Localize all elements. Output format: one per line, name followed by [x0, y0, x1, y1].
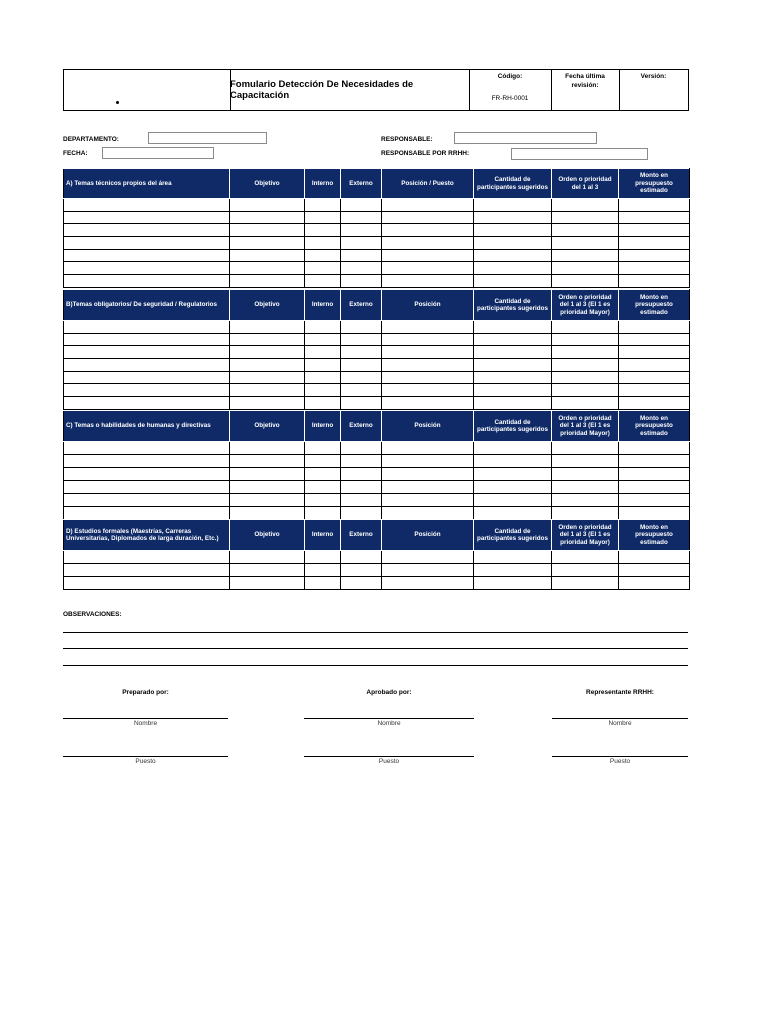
aprobado-nombre-label: Nombre: [377, 720, 401, 727]
table-cell[interactable]: [305, 199, 341, 212]
table-cell[interactable]: [305, 564, 341, 577]
table-cell[interactable]: [305, 224, 341, 237]
aprobado-puesto-label: Puesto: [378, 758, 400, 765]
table-cell[interactable]: [305, 321, 341, 334]
table-cell[interactable]: [305, 237, 341, 250]
table-cell[interactable]: [305, 333, 341, 346]
representante-puesto-line[interactable]: [552, 756, 688, 757]
table-cell[interactable]: [64, 551, 230, 564]
table-cell[interactable]: [474, 275, 552, 288]
section-title: C) Temas o habilidades de humanas y directivas: [64, 411, 230, 442]
codigo-label: Código:: [497, 73, 523, 80]
table-cell[interactable]: [474, 224, 552, 237]
table-cell[interactable]: [552, 577, 619, 590]
table-cell[interactable]: [382, 551, 474, 564]
table-cell[interactable]: [305, 371, 341, 384]
column-header: Monto en presupuesto estimado: [619, 290, 690, 321]
column-header: Monto en presupuesto estimado: [619, 520, 690, 551]
table-cell[interactable]: [64, 384, 230, 397]
table-cell[interactable]: [382, 237, 474, 250]
version-label: Versión:: [640, 73, 667, 80]
table-row: [64, 564, 690, 577]
column-header: Posición: [382, 411, 474, 442]
table-cell[interactable]: [474, 494, 552, 507]
aprobado-nombre-line[interactable]: [304, 718, 474, 719]
table-cell[interactable]: [619, 275, 690, 288]
table-row: [64, 346, 690, 359]
column-header: Posición / Puesto: [382, 169, 474, 199]
table-row: [64, 468, 690, 481]
table-cell[interactable]: [230, 397, 305, 410]
column-header: Orden o prioridad del 1 al 3 (El 1 es prioridad Mayor): [552, 411, 619, 442]
table-cell[interactable]: [474, 199, 552, 212]
table-cell[interactable]: [341, 333, 382, 346]
table-cell[interactable]: [64, 249, 230, 262]
table-cell[interactable]: [552, 275, 619, 288]
table-cell[interactable]: [552, 199, 619, 212]
table-cell[interactable]: [230, 507, 305, 520]
table-cell[interactable]: [619, 455, 690, 468]
table-cell[interactable]: [230, 262, 305, 275]
table-cell[interactable]: [230, 249, 305, 262]
observaciones-line-1[interactable]: [63, 632, 688, 633]
table-cell[interactable]: [341, 551, 382, 564]
preparado-puesto-line[interactable]: [63, 756, 228, 757]
table-row: [64, 481, 690, 494]
column-header: Interno: [305, 290, 341, 321]
table-cell[interactable]: [64, 455, 230, 468]
table-row: [64, 384, 690, 397]
preparado-por-label: Preparado por:: [122, 689, 169, 696]
form-header: [63, 69, 689, 111]
table-cell[interactable]: [474, 262, 552, 275]
table-cell[interactable]: [230, 359, 305, 372]
column-header: Cantidad de participantes sugeridos: [474, 411, 552, 442]
table-cell[interactable]: [64, 262, 230, 275]
table-cell[interactable]: [619, 507, 690, 520]
table-cell[interactable]: [552, 333, 619, 346]
table-cell[interactable]: [382, 346, 474, 359]
table-cell[interactable]: [230, 564, 305, 577]
departamento-field[interactable]: [148, 132, 267, 144]
preparado-nombre-label: Nombre: [133, 720, 158, 727]
table-row: [64, 199, 690, 212]
table-row: [64, 321, 690, 334]
table-cell[interactable]: [474, 249, 552, 262]
table-cell[interactable]: [64, 211, 230, 224]
section-header-row: [64, 290, 690, 321]
table-cell[interactable]: [619, 442, 690, 455]
table-cell[interactable]: [64, 577, 230, 590]
section-header-row: [64, 169, 690, 199]
table-cell[interactable]: [382, 224, 474, 237]
table-cell[interactable]: [552, 346, 619, 359]
table-row: [64, 333, 690, 346]
table-cell[interactable]: [619, 468, 690, 481]
table-cell[interactable]: [382, 564, 474, 577]
section-table: [63, 410, 690, 520]
section-table: [63, 168, 690, 288]
table-cell[interactable]: [341, 371, 382, 384]
table-cell[interactable]: [474, 346, 552, 359]
table-cell[interactable]: [474, 564, 552, 577]
column-header: Posición: [382, 520, 474, 551]
column-header: Externo: [341, 169, 382, 199]
representante-puesto-label: Puesto: [609, 758, 631, 765]
table-cell[interactable]: [230, 481, 305, 494]
representante-rrhh-label: Representante RRHH:: [586, 689, 654, 696]
table-cell[interactable]: [230, 468, 305, 481]
column-header: Orden o prioridad del 1 al 3 (El 1 es prioridad Mayor): [552, 520, 619, 551]
table-cell[interactable]: [341, 211, 382, 224]
departamento-label: DEPARTAMENTO:: [63, 136, 119, 143]
observaciones-line-2[interactable]: [63, 648, 688, 649]
table-cell[interactable]: [305, 455, 341, 468]
observaciones-line-3[interactable]: [63, 665, 688, 666]
table-cell[interactable]: [341, 359, 382, 372]
table-cell[interactable]: [552, 397, 619, 410]
table-cell[interactable]: [305, 551, 341, 564]
column-header: Objetivo: [230, 169, 305, 199]
table-cell[interactable]: [474, 481, 552, 494]
table-cell[interactable]: [64, 494, 230, 507]
table-cell[interactable]: [382, 275, 474, 288]
table-cell[interactable]: [382, 249, 474, 262]
table-cell[interactable]: [474, 551, 552, 564]
table-cell[interactable]: [64, 442, 230, 455]
table-row: [64, 397, 690, 410]
table-cell[interactable]: [305, 262, 341, 275]
table-cell[interactable]: [619, 397, 690, 410]
table-cell[interactable]: [341, 564, 382, 577]
table-cell[interactable]: [382, 507, 474, 520]
table-cell[interactable]: [341, 577, 382, 590]
column-header: Externo: [341, 411, 382, 442]
table-cell[interactable]: [619, 262, 690, 275]
column-header: Cantidad de participantes sugeridos: [474, 169, 552, 199]
table-cell[interactable]: [305, 397, 341, 410]
table-cell[interactable]: [305, 577, 341, 590]
table-cell[interactable]: [552, 455, 619, 468]
table-cell[interactable]: [474, 397, 552, 410]
table-cell[interactable]: [341, 275, 382, 288]
table-cell[interactable]: [305, 211, 341, 224]
table-cell[interactable]: [64, 333, 230, 346]
aprobado-por-label: Aprobado por:: [366, 689, 412, 696]
table-cell[interactable]: [382, 468, 474, 481]
table-cell[interactable]: [619, 384, 690, 397]
table-row: [64, 442, 690, 455]
table-cell[interactable]: [619, 551, 690, 564]
column-header: Monto en presupuesto estimado: [619, 169, 690, 199]
table-cell[interactable]: [382, 211, 474, 224]
form-title: Fomulario Detección De Necesidades de Capacitación: [230, 79, 414, 101]
column-header: Cantidad de participantes sugeridos: [474, 290, 552, 321]
table-cell[interactable]: [552, 262, 619, 275]
table-cell[interactable]: [305, 275, 341, 288]
column-header: Orden o prioridad del 1 al 3 (El 1 es prioridad Mayor): [552, 290, 619, 321]
representante-nombre-line[interactable]: [552, 718, 688, 719]
table-cell[interactable]: [552, 564, 619, 577]
table-cell[interactable]: [552, 224, 619, 237]
table-row: [64, 237, 690, 250]
table-cell[interactable]: [552, 507, 619, 520]
column-header: Objetivo: [230, 520, 305, 551]
table-row: [64, 249, 690, 262]
column-header: Posición: [382, 290, 474, 321]
table-cell[interactable]: [64, 371, 230, 384]
table-cell[interactable]: [230, 577, 305, 590]
table-cell[interactable]: [305, 494, 341, 507]
table-row: [64, 211, 690, 224]
table-cell[interactable]: [619, 359, 690, 372]
table-cell[interactable]: [341, 262, 382, 275]
table-cell[interactable]: [474, 455, 552, 468]
table-cell[interactable]: [619, 321, 690, 334]
table-cell[interactable]: [64, 564, 230, 577]
column-header: Objetivo: [230, 290, 305, 321]
table-cell[interactable]: [341, 346, 382, 359]
table-cell[interactable]: [474, 384, 552, 397]
table-cell[interactable]: [552, 442, 619, 455]
column-header: Interno: [305, 169, 341, 199]
table-row: [64, 224, 690, 237]
table-cell[interactable]: [382, 397, 474, 410]
table-cell[interactable]: [64, 275, 230, 288]
logo-placeholder: [116, 101, 119, 104]
table-cell[interactable]: [552, 468, 619, 481]
table-cell[interactable]: [305, 346, 341, 359]
table-cell[interactable]: [552, 359, 619, 372]
table-cell[interactable]: [230, 275, 305, 288]
table-cell[interactable]: [474, 237, 552, 250]
table-row: [64, 371, 690, 384]
table-cell[interactable]: [64, 224, 230, 237]
table-cell[interactable]: [552, 321, 619, 334]
table-cell[interactable]: [64, 507, 230, 520]
table-cell[interactable]: [305, 481, 341, 494]
table-cell[interactable]: [341, 481, 382, 494]
table-cell[interactable]: [64, 321, 230, 334]
table-cell[interactable]: [341, 321, 382, 334]
table-cell[interactable]: [230, 494, 305, 507]
table-cell[interactable]: [619, 237, 690, 250]
table-cell[interactable]: [552, 237, 619, 250]
table-cell[interactable]: [382, 371, 474, 384]
table-cell[interactable]: [619, 249, 690, 262]
table-cell[interactable]: [305, 359, 341, 372]
table-cell[interactable]: [619, 481, 690, 494]
table-cell[interactable]: [64, 359, 230, 372]
section-table: [63, 519, 690, 590]
table-cell[interactable]: [64, 237, 230, 250]
table-cell[interactable]: [382, 442, 474, 455]
table-cell[interactable]: [619, 564, 690, 577]
section-title: A) Temas técnicos propios del área: [64, 169, 230, 199]
table-cell[interactable]: [230, 199, 305, 212]
column-header: Interno: [305, 520, 341, 551]
column-header: Externo: [341, 290, 382, 321]
table-cell[interactable]: [230, 211, 305, 224]
table-cell[interactable]: [619, 346, 690, 359]
table-row: [64, 262, 690, 275]
responsable-rrhh-label: RESPONSABLE POR RRHH:: [381, 150, 470, 157]
table-cell[interactable]: [341, 397, 382, 410]
table-cell[interactable]: [382, 321, 474, 334]
table-cell[interactable]: [230, 455, 305, 468]
table-cell[interactable]: [341, 199, 382, 212]
preparado-nombre-line[interactable]: [63, 718, 228, 719]
table-cell[interactable]: [341, 468, 382, 481]
column-header: Orden o prioridad del 1 al 3: [552, 169, 619, 199]
table-cell[interactable]: [64, 481, 230, 494]
preparado-puesto-label: Puesto: [135, 758, 156, 765]
table-cell[interactable]: [382, 199, 474, 212]
table-cell[interactable]: [619, 199, 690, 212]
table-cell[interactable]: [341, 237, 382, 250]
table-cell[interactable]: [230, 237, 305, 250]
table-row: [64, 494, 690, 507]
table-cell[interactable]: [382, 333, 474, 346]
table-cell[interactable]: [552, 551, 619, 564]
table-cell[interactable]: [619, 224, 690, 237]
table-cell[interactable]: [619, 211, 690, 224]
table-cell[interactable]: [382, 577, 474, 590]
column-header: Cantidad de participantes sugeridos: [474, 520, 552, 551]
table-cell[interactable]: [382, 481, 474, 494]
table-cell[interactable]: [382, 262, 474, 275]
table-row: [64, 551, 690, 564]
representante-nombre-label: Nombre: [608, 720, 632, 727]
table-cell[interactable]: [552, 371, 619, 384]
table-cell[interactable]: [474, 371, 552, 384]
table-cell[interactable]: [474, 442, 552, 455]
table-cell[interactable]: [474, 468, 552, 481]
table-cell[interactable]: [619, 371, 690, 384]
table-cell[interactable]: [382, 455, 474, 468]
table-cell[interactable]: [341, 224, 382, 237]
table-cell[interactable]: [64, 199, 230, 212]
table-cell[interactable]: [382, 384, 474, 397]
fecha-revision-label: Fecha última revisión:: [565, 73, 605, 89]
observaciones-label: OBSERVACIONES:: [63, 611, 122, 618]
table-row: [64, 359, 690, 372]
table-cell[interactable]: [64, 346, 230, 359]
table-cell[interactable]: [230, 384, 305, 397]
table-cell[interactable]: [382, 494, 474, 507]
table-cell[interactable]: [305, 507, 341, 520]
column-header: Externo: [341, 520, 382, 551]
aprobado-puesto-line[interactable]: [304, 756, 474, 757]
table-cell[interactable]: [474, 333, 552, 346]
table-cell[interactable]: [474, 359, 552, 372]
table-cell[interactable]: [64, 468, 230, 481]
table-cell[interactable]: [230, 333, 305, 346]
table-cell[interactable]: [474, 321, 552, 334]
column-header: Objetivo: [230, 411, 305, 442]
table-cell[interactable]: [552, 211, 619, 224]
fecha-field[interactable]: [102, 147, 214, 159]
table-row: [64, 577, 690, 590]
table-cell[interactable]: [341, 507, 382, 520]
table-cell[interactable]: [619, 494, 690, 507]
section-table: [63, 289, 690, 410]
section-title: B)Temas obligatorios/ De seguridad / Regulatorios: [64, 290, 230, 321]
table-row: [64, 455, 690, 468]
table-cell[interactable]: [552, 249, 619, 262]
table-row: [64, 507, 690, 520]
table-cell[interactable]: [619, 577, 690, 590]
table-cell[interactable]: [552, 481, 619, 494]
table-cell[interactable]: [230, 551, 305, 564]
table-cell[interactable]: [230, 346, 305, 359]
table-cell[interactable]: [341, 494, 382, 507]
table-cell[interactable]: [305, 468, 341, 481]
table-cell[interactable]: [619, 333, 690, 346]
table-cell[interactable]: [341, 384, 382, 397]
responsable-field[interactable]: [454, 132, 597, 144]
table-cell[interactable]: [474, 211, 552, 224]
table-cell[interactable]: [382, 359, 474, 372]
table-cell[interactable]: [341, 442, 382, 455]
column-header: Monto en presupuesto estimado: [619, 411, 690, 442]
table-cell[interactable]: [341, 455, 382, 468]
table-cell[interactable]: [474, 507, 552, 520]
table-cell[interactable]: [64, 397, 230, 410]
table-cell[interactable]: [341, 249, 382, 262]
table-cell[interactable]: [305, 384, 341, 397]
responsable-rrhh-field[interactable]: [511, 148, 648, 160]
table-cell[interactable]: [552, 384, 619, 397]
responsable-label: RESPONSABLE:: [381, 136, 433, 143]
table-cell[interactable]: [305, 442, 341, 455]
codigo-value: FR-RH-0001: [491, 95, 529, 102]
section-header-row: [64, 411, 690, 442]
table-cell[interactable]: [230, 321, 305, 334]
table-row: [64, 275, 690, 288]
column-header: Interno: [305, 411, 341, 442]
table-cell[interactable]: [230, 442, 305, 455]
section-title: D) Estudios formales (Maestrías, Carreras Universitarias, Diplomados de larga duración, Etc.): [64, 520, 230, 551]
section-header-row: [64, 520, 690, 551]
table-cell[interactable]: [230, 371, 305, 384]
table-cell[interactable]: [552, 494, 619, 507]
table-cell[interactable]: [305, 249, 341, 262]
table-cell[interactable]: [230, 224, 305, 237]
table-cell[interactable]: [474, 577, 552, 590]
fecha-label: FECHA:: [63, 150, 88, 157]
